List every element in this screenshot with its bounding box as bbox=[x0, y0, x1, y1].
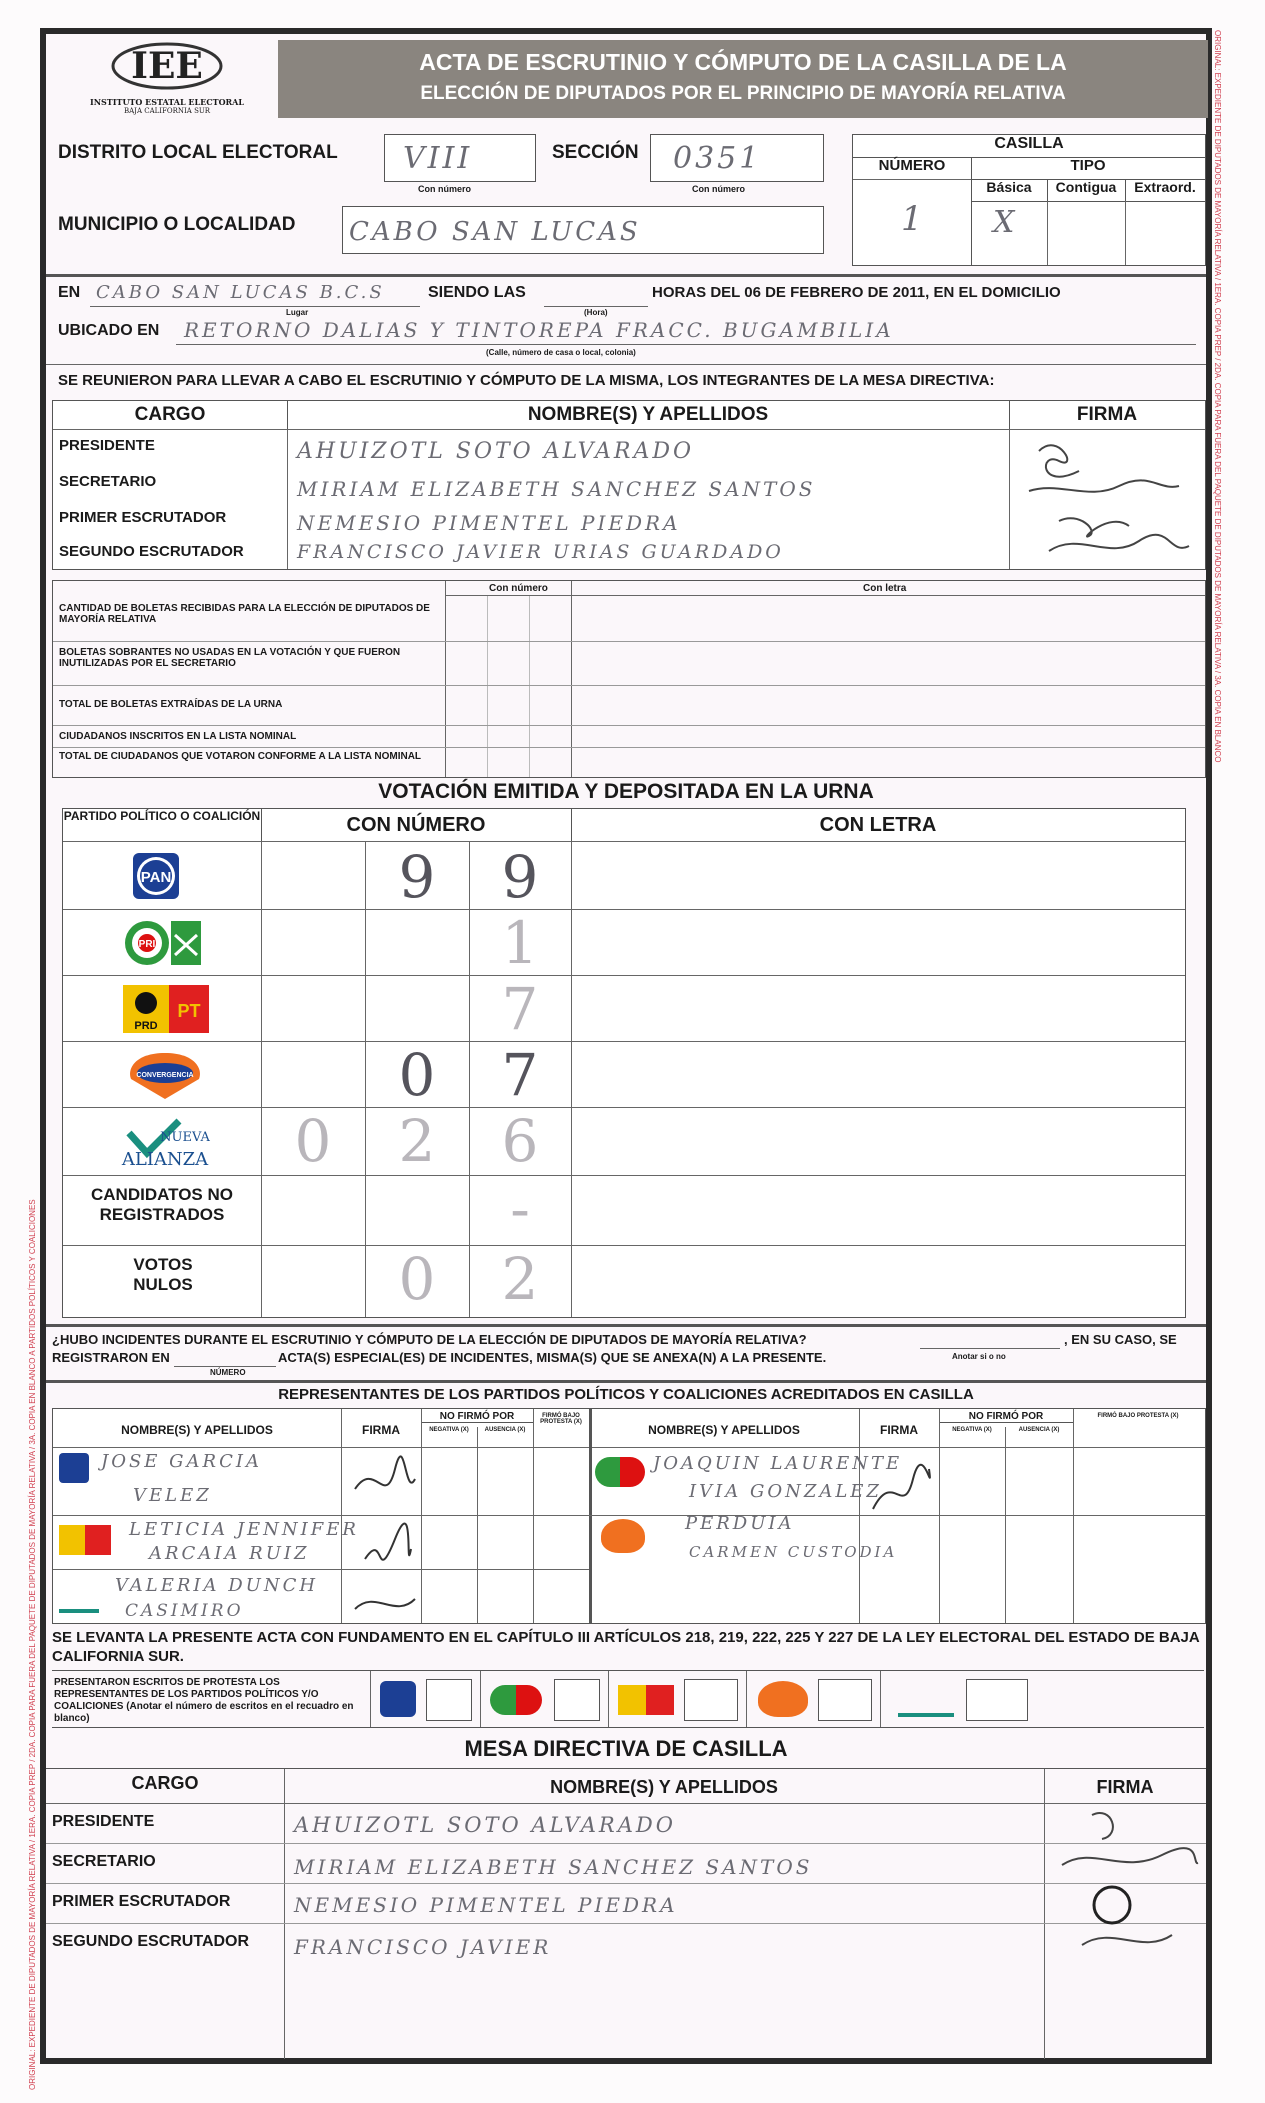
siendo-label: SIENDO LAS bbox=[428, 284, 526, 301]
hora-caption: (Hora) bbox=[584, 308, 608, 317]
votacion-letra-header: CON LETRA bbox=[819, 814, 937, 836]
mesa1-cargo-2: PRIMER ESCRUTADOR bbox=[59, 509, 227, 526]
casilla-numero-value: 1 bbox=[901, 199, 926, 239]
prd-logo-text: PRD bbox=[134, 1020, 158, 1032]
rep-right-0-name1: JOAQUIN LAURENTE bbox=[653, 1453, 903, 1474]
lugar-caption: Lugar bbox=[286, 308, 309, 317]
pt-logo-text: PT bbox=[177, 1001, 201, 1021]
mesa1-nombre-3: FRANCISCO JAVIER URIAS GUARDADO bbox=[297, 541, 784, 563]
pan-logo-text: PAN bbox=[140, 869, 172, 886]
horas-text: HORAS DEL 06 DE FEBRERO DE 2011, EN EL DOMICILIO bbox=[652, 284, 1061, 301]
protesta-conv-icon bbox=[758, 1681, 808, 1717]
rep-right-firmobajo: FIRMÓ BAJO PROTESTA (X) bbox=[1097, 1413, 1179, 1419]
mesa2-cargo-1: SECRETARIO bbox=[52, 1853, 156, 1870]
distrito-caption: Con número bbox=[418, 184, 471, 194]
incidentes-numero-caption: NÚMERO bbox=[210, 1368, 246, 1377]
mesa2-title: MESA DIRECTIVA DE CASILLA bbox=[464, 1736, 788, 1761]
votacion-numero-header: CON NÚMERO bbox=[261, 809, 572, 841]
incidentes-text-2b: ACTA(S) ESPECIAL(ES) DE INCIDENTES, MISMA(S) QUE SE ANEXA(N) A LA PRESENTE. bbox=[278, 1350, 827, 1365]
boletas-table bbox=[52, 580, 1206, 778]
mesa1-cargo-0: PRESIDENTE bbox=[59, 437, 155, 454]
vote-digit-3-1: 0 bbox=[398, 1041, 436, 1109]
municipio-label: MUNICIPIO O LOCALIDAD bbox=[58, 214, 296, 235]
mesa2-nombre-3: FRANCISCO JAVIER bbox=[294, 1935, 552, 1959]
boletas-row-4: TOTAL DE CIUDADANOS QUE VOTARON CONFORME A LA LISTA NOMINAL bbox=[59, 751, 422, 762]
rep-right-nofirmo: NO FIRMÓ POR bbox=[939, 1411, 1073, 1423]
casilla-basica-mark: X bbox=[993, 205, 1018, 240]
protesta-prdpt-box[interactable] bbox=[684, 1679, 738, 1721]
pri-logo-text: PRI bbox=[138, 939, 156, 950]
municipio-value: CABO SAN LUCAS bbox=[349, 217, 641, 247]
rep-left-firmobajo: FIRMÓ BAJO PROTESTA (X) bbox=[540, 1413, 582, 1425]
mesa2-nombre-2: NEMESIO PIMENTEL PIEDRA bbox=[294, 1893, 678, 1917]
vote-digit-5-2: - bbox=[510, 1175, 530, 1243]
rep-right-1-name2: CARMEN CUSTODIA bbox=[689, 1543, 898, 1561]
mesa2-cargo-0: PRESIDENTE bbox=[52, 1813, 155, 1830]
rep-right-ausencia: AUSENCIA (X) bbox=[1018, 1427, 1060, 1433]
votacion-title: VOTACIÓN EMITIDA Y DEPOSITADA EN LA URNA bbox=[378, 780, 874, 803]
casilla-box bbox=[852, 134, 1206, 266]
vote-digit-4-1: 2 bbox=[398, 1107, 436, 1175]
right-side-text: ORIGINAL: EXPEDIENTE DE DIPUTADOS DE MAYORÍA RELATIVA / 1ERA. COPIA PREP / 2DA. COPIA PARA FUERA DEL PAQUETE DE DIPUTADOS DE MAYORÍA RELATIVA / 3A. COPIA EN BLANCO bbox=[1213, 30, 1222, 763]
casilla-tipo-header: TIPO bbox=[971, 157, 1205, 180]
vote-digit-4-0: 0 bbox=[294, 1107, 332, 1175]
boletas-row-0: CANTIDAD DE BOLETAS RECIBIDAS PARA LA ELECCIÓN DE DIPUTADOS DE MAYORÍA RELATIVA bbox=[59, 603, 430, 625]
votacion-table bbox=[62, 808, 1186, 1318]
rep-left-0-name2: VELEZ bbox=[133, 1485, 212, 1506]
mesa2-firma-header: FIRMA bbox=[1096, 1777, 1154, 1797]
mesa2-cargo-2: PRIMER ESCRUTADOR bbox=[52, 1893, 231, 1910]
representantes-title: REPRESENTANTES DE LOS PARTIDOS POLÍTICOS Y COALICIONES ACREDITADOS EN CASILLA bbox=[278, 1386, 974, 1403]
boletas-row-2: TOTAL DE BOLETAS EXTRAÍDAS DE LA URNA bbox=[59, 699, 283, 710]
rep-left-signatures bbox=[345, 1449, 419, 1621]
rep-right-signatures bbox=[863, 1449, 937, 1529]
mesa1-nombre-header: NOMBRE(S) Y APELLIDOS bbox=[287, 401, 1010, 429]
protesta-row bbox=[52, 1670, 1204, 1728]
lugar-value: CABO SAN LUCAS B.C.S bbox=[96, 282, 385, 303]
prd-pt-logo bbox=[123, 983, 213, 1040]
incidentes-anotar-caption: Anotar si o no bbox=[952, 1352, 1006, 1361]
mesa2-cargo-header: CARGO bbox=[131, 1773, 199, 1793]
mesa2-nombre-header: NOMBRE(S) Y APELLIDOS bbox=[550, 1777, 778, 1797]
mesa1-nombre-2: NEMESIO PIMENTEL PIEDRA bbox=[297, 511, 681, 535]
rep-right-negativa: NEGATIVA (X) bbox=[952, 1427, 992, 1433]
mesa1-firma-header: FIRMA bbox=[1076, 404, 1138, 425]
votos-digits bbox=[261, 841, 571, 1317]
rep-left-firma-header: FIRMA bbox=[362, 1423, 400, 1437]
protesta-pri-box[interactable] bbox=[554, 1679, 600, 1721]
rep-pri-icon bbox=[595, 1457, 645, 1487]
vote-digit-0-2: 9 bbox=[501, 843, 539, 911]
protesta-pri-icon bbox=[490, 1685, 542, 1715]
protesta-pan-icon bbox=[380, 1681, 416, 1717]
incidentes-text-1b: , EN SU CASO, SE bbox=[1064, 1332, 1177, 1347]
protesta-conv-box[interactable] bbox=[818, 1679, 872, 1721]
institute-name: INSTITUTO ESTATAL ELECTORAL bbox=[89, 97, 245, 107]
mesa2-signatures bbox=[1052, 1805, 1202, 1955]
mesa2-table bbox=[46, 1768, 1206, 2059]
logo-text: IEE bbox=[131, 45, 203, 87]
rep-left-nombre-header: NOMBRE(S) Y APELLIDOS bbox=[121, 1423, 273, 1437]
iee-logo bbox=[72, 38, 262, 128]
rep-left-2-name2: CASIMIRO bbox=[125, 1601, 244, 1621]
vote-digit-4-2: 6 bbox=[501, 1107, 539, 1175]
protesta-pan-box[interactable] bbox=[426, 1679, 472, 1721]
seccion-value: 0351 bbox=[673, 141, 762, 176]
rep-pan-icon bbox=[59, 1453, 89, 1483]
municipio-field[interactable] bbox=[342, 206, 824, 254]
rep-prdpt-icon bbox=[59, 1525, 111, 1555]
title-line-1: ACTA DE ESCRUTINIO Y CÓMPUTO DE LA CASILLA DE LA bbox=[419, 49, 1067, 75]
rep-left-ausencia: AUSENCIA (X) bbox=[484, 1427, 526, 1433]
na-logo-text-2: ALIANZA bbox=[121, 1149, 209, 1170]
incidentes-text-2a: REGISTRARON EN bbox=[52, 1350, 170, 1365]
vote-digit-6-2: 2 bbox=[501, 1245, 539, 1313]
nulos-label: VOTOS NULOS bbox=[133, 1255, 193, 1294]
ubicado-value: RETORNO DALIAS Y TINTOREPA FRACC. BUGAMBILIA bbox=[184, 318, 894, 342]
boletas-con-letra: Con letra bbox=[863, 583, 907, 594]
incidentes-text-1: ¿HUBO INCIDENTES DURANTE EL ESCRUTINIO Y CÓMPUTO DE LA ELECCIÓN DE DIPUTADOS DE MAYORÍA RELATIVA? bbox=[52, 1332, 807, 1347]
mesa2-nombre-0: AHUIZOTL SOTO ALVARADO bbox=[294, 1813, 676, 1837]
mesa1-cargo-3: SEGUNDO ESCRUTADOR bbox=[59, 543, 244, 560]
legal-text: SE LEVANTA LA PRESENTE ACTA CON FUNDAMENTO EN EL CAPÍTULO III ARTÍCULOS 218, 219, 222, 225 Y 227 DE LA LEY ELECTORAL DEL ESTADO DE BAJA CALIFORNIA SUR. bbox=[52, 1629, 1200, 1665]
rep-left-negativa: NEGATIVA (X) bbox=[429, 1427, 469, 1433]
rep-right-1-name1: PERDUIA bbox=[685, 1513, 795, 1534]
nueva-alianza-logo bbox=[119, 1115, 215, 1176]
seccion-field[interactable] bbox=[650, 134, 824, 182]
rep-right-0-name2: IVIA GONZALEZ bbox=[689, 1481, 882, 1502]
title-bar bbox=[278, 40, 1208, 118]
ubicado-caption: (Calle, número de casa o local, colonia) bbox=[486, 348, 636, 357]
vote-digit-1-2: 1 bbox=[501, 909, 539, 977]
rep-na-icon bbox=[59, 1579, 99, 1613]
convergencia-logo bbox=[125, 1049, 205, 1106]
conv-logo-text: CONVERGENCIA bbox=[136, 1072, 194, 1079]
vote-digit-2-2: 7 bbox=[501, 975, 539, 1043]
en-label: EN bbox=[58, 284, 81, 301]
distrito-label: DISTRITO LOCAL ELECTORAL bbox=[58, 142, 338, 163]
casilla-basica: Básica bbox=[971, 179, 1048, 202]
pan-logo bbox=[131, 851, 191, 906]
mesa1-cargo-1: SECRETARIO bbox=[59, 473, 157, 490]
seccion-label: SECCIÓN bbox=[552, 142, 639, 163]
boletas-row-3: CIUDADANOS INSCRITOS EN LA LISTA NOMINAL bbox=[59, 731, 297, 742]
casilla-extraord: Extraord. bbox=[1125, 179, 1205, 202]
casilla-title: CASILLA bbox=[853, 135, 1205, 158]
boletas-row-1: BOLETAS SOBRANTES NO USADAS EN LA VOTACIÓN Y QUE FUERON INUTILIZADAS POR EL SECRETARIO bbox=[59, 647, 401, 669]
representantes-table bbox=[52, 1408, 1206, 1624]
rep-right-firma-header: FIRMA bbox=[880, 1423, 918, 1437]
protesta-prdpt-icon bbox=[618, 1685, 674, 1715]
rep-left-nofirmo: NO FIRMÓ POR bbox=[421, 1411, 533, 1423]
mesa1-cargo-header: CARGO bbox=[53, 401, 288, 429]
rep-right-nombre-header: NOMBRE(S) Y APELLIDOS bbox=[648, 1423, 800, 1437]
mesa2-nombre-1: MIRIAM ELIZABETH SANCHEZ SANTOS bbox=[294, 1855, 813, 1879]
mesa1-signatures bbox=[1019, 431, 1199, 567]
iee-logo-icon bbox=[107, 38, 227, 92]
distrito-field[interactable] bbox=[384, 134, 536, 182]
mesa2-cargo-3: SEGUNDO ESCRUTADOR bbox=[52, 1933, 250, 1950]
vote-digit-0-1: 9 bbox=[398, 843, 436, 911]
rep-left-0-name1: JOSE GARCIA bbox=[101, 1451, 262, 1472]
na-logo-text-1: NUEVA bbox=[160, 1130, 210, 1145]
protesta-na-icon bbox=[898, 1683, 954, 1717]
left-side-text: ORIGINAL: EXPEDIENTE DE DIPUTADOS DE MAYORÍA RELATIVA / 1ERA. COPIA PREP / 2DA. COPIA PARA FUERA DEL PAQUETE DE DIPUTADOS DE MAYORÍA RELATIVA / 3A. COPIA EN BLANCO A PARTIDOS POLÍTICOS Y COALICIONES bbox=[28, 1199, 37, 2090]
ubicado-label: UBICADO EN bbox=[58, 322, 160, 339]
vote-digit-6-1: 0 bbox=[398, 1245, 436, 1313]
cnr-label: CANDIDATOS NO REGISTRADOS bbox=[91, 1185, 233, 1224]
rep-conv-icon bbox=[601, 1519, 645, 1553]
casilla-numero-header: NÚMERO bbox=[853, 157, 972, 265]
pri-pvem-logo bbox=[123, 917, 207, 974]
mesa1-nombre-0: AHUIZOTL SOTO ALVARADO bbox=[297, 439, 695, 464]
mesa1-nombre-1: MIRIAM ELIZABETH SANCHEZ SANTOS bbox=[297, 477, 816, 501]
votacion-partido-header: PARTIDO POLÍTICO O COALICIÓN bbox=[63, 809, 262, 841]
rep-left-1-name2: ARCAIA RUIZ bbox=[149, 1543, 310, 1564]
acta-sheet bbox=[40, 28, 1212, 2064]
rep-left-1-name1: LETICIA JENNIFER bbox=[129, 1519, 359, 1540]
institute-state: BAJA CALIFORNIA SUR bbox=[123, 107, 211, 115]
mesa-directiva-table bbox=[52, 400, 1206, 570]
protesta-text: PRESENTARON ESCRITOS DE PROTESTA LOS REPRESENTANTES DE LOS PARTIDOS POLÍTICOS Y/O COALICIONES (Anotar el número de escritos en el recuadro en blanco) bbox=[54, 1677, 354, 1724]
protesta-na-box[interactable] bbox=[966, 1679, 1028, 1721]
distrito-value: VIII bbox=[403, 141, 473, 176]
rep-left-2-name1: VALERIA DUNCH bbox=[115, 1575, 319, 1596]
seccion-caption: Con número bbox=[692, 184, 745, 194]
boletas-con-numero: Con número bbox=[489, 583, 548, 594]
title-line-2: ELECCIÓN DE DIPUTADOS POR EL PRINCIPIO DE MAYORÍA RELATIVA bbox=[420, 83, 1066, 104]
reunion-text: SE REUNIERON PARA LLEVAR A CABO EL ESCRUTINIO Y CÓMPUTO DE LA MISMA, LOS INTEGRANTES DE LA MESA DIRECTIVA: bbox=[58, 372, 995, 389]
casilla-contigua: Contigua bbox=[1047, 179, 1126, 202]
vote-digit-3-2: 7 bbox=[501, 1041, 539, 1109]
